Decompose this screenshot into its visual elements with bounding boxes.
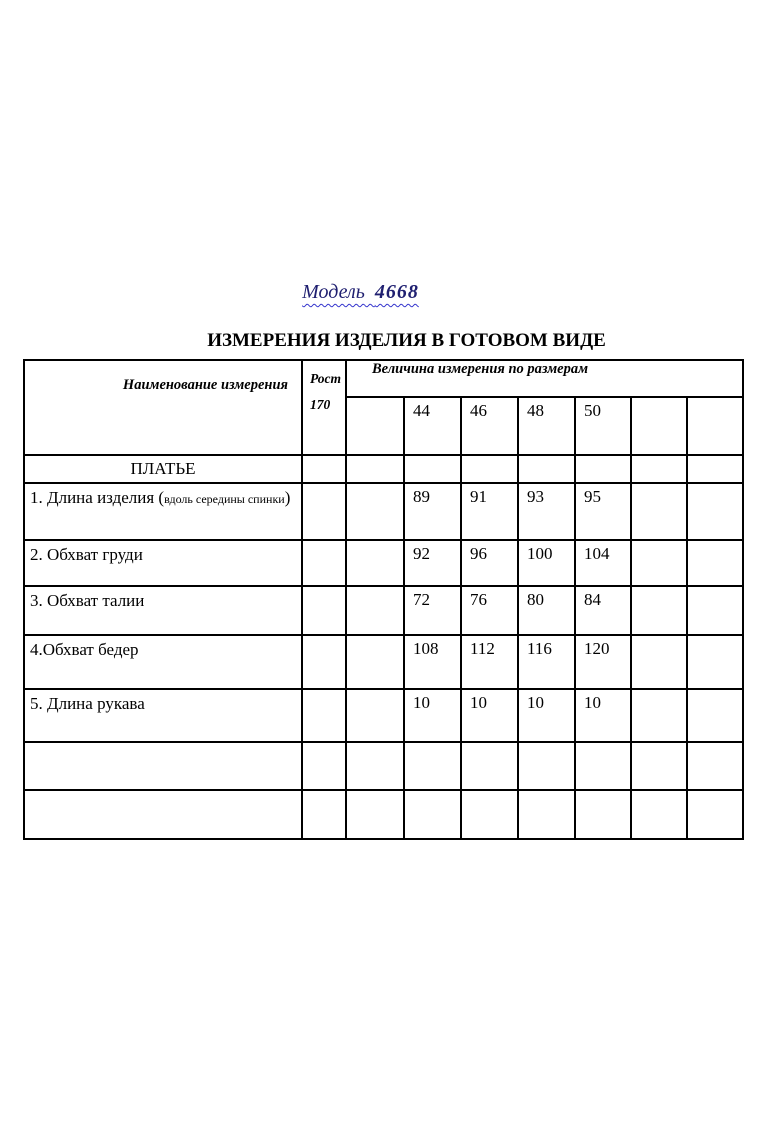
empty-cell (631, 689, 687, 742)
empty-cell (631, 540, 687, 586)
row-label-cell: 3. Обхват талии (24, 586, 302, 635)
empty-cell (346, 540, 404, 586)
row-label-suffix: ) (284, 488, 291, 507)
value-cell: 116 (518, 635, 575, 689)
height-value: 170 (310, 397, 331, 412)
value-cell: 84 (575, 586, 631, 635)
empty-cell (518, 790, 575, 839)
empty-cell (687, 540, 743, 586)
empty-cell (346, 483, 404, 540)
model-title-line (23, 280, 742, 304)
empty-cell (404, 790, 461, 839)
empty-cell (346, 586, 404, 635)
empty-cell (687, 689, 743, 742)
empty-cell (404, 742, 461, 790)
empty-cell (631, 483, 687, 540)
value-cell: 76 (461, 586, 518, 635)
measurement-row (24, 586, 743, 635)
header-sizes-title-cell: Величина измерения по размерам (346, 360, 743, 397)
empty-cell (461, 790, 518, 839)
measurement-row (24, 689, 743, 742)
size-column-header (346, 397, 404, 455)
size-column-header: 50 (575, 397, 631, 455)
value-cell: 96 (461, 540, 518, 586)
value-cell: 108 (404, 635, 461, 689)
row-label: 1. Длина изделия ( (30, 488, 165, 507)
value-cell: 120 (575, 635, 631, 689)
empty-cell (302, 635, 346, 689)
empty-cell (687, 586, 743, 635)
empty-cell (302, 455, 346, 483)
model-title-label: Модель (302, 281, 365, 303)
value-cell: 100 (518, 540, 575, 586)
size-column-header: 46 (461, 397, 518, 455)
row-label-cell (24, 483, 302, 540)
value-cell: 10 (404, 689, 461, 742)
value-cell: 95 (575, 483, 631, 540)
empty-row (24, 790, 743, 839)
empty-cell (631, 586, 687, 635)
value-cell: 93 (518, 483, 575, 540)
empty-cell (518, 455, 575, 483)
size-column-header: 44 (404, 397, 461, 455)
row-label-cell: 5. Длина рукава (24, 689, 302, 742)
empty-cell (687, 790, 743, 839)
empty-row (24, 742, 743, 790)
model-title-number: 4668 (374, 281, 419, 303)
row-label-cell: 4.Обхват бедер (24, 635, 302, 689)
value-cell: 80 (518, 586, 575, 635)
empty-cell (302, 742, 346, 790)
empty-cell (302, 689, 346, 742)
measurement-row (24, 635, 743, 689)
height-label: Рост (310, 371, 342, 386)
empty-cell (687, 742, 743, 790)
model-title (302, 281, 419, 303)
empty-cell (24, 742, 302, 790)
row-label-note: вдоль середины спинки (164, 492, 285, 506)
empty-cell (631, 455, 687, 483)
empty-cell (687, 635, 743, 689)
header-name-cell: Наименование измерения (24, 360, 302, 455)
empty-cell (575, 455, 631, 483)
value-cell: 104 (575, 540, 631, 586)
header-height-cell (302, 360, 346, 455)
empty-cell (346, 455, 404, 483)
empty-cell (687, 455, 743, 483)
value-cell: 92 (404, 540, 461, 586)
value-cell: 10 (518, 689, 575, 742)
measurement-row (24, 540, 743, 586)
section-heading-line (23, 329, 742, 352)
empty-cell (302, 540, 346, 586)
value-cell: 10 (461, 689, 518, 742)
empty-cell (346, 635, 404, 689)
empty-cell (575, 790, 631, 839)
value-cell: 91 (461, 483, 518, 540)
section-heading: ИЗМЕРЕНИЯ ИЗДЕЛИЯ В ГОТОВОМ ВИДЕ (207, 330, 606, 351)
size-column-header (631, 397, 687, 455)
empty-cell (24, 790, 302, 839)
empty-cell (518, 742, 575, 790)
section-title-cell: ПЛАТЬЕ (24, 455, 302, 483)
empty-cell (302, 483, 346, 540)
empty-cell (631, 790, 687, 839)
empty-cell (631, 742, 687, 790)
value-cell: 89 (404, 483, 461, 540)
empty-cell (404, 455, 461, 483)
header-row-top (24, 360, 743, 397)
value-cell: 72 (404, 586, 461, 635)
empty-cell (631, 635, 687, 689)
measurement-row (24, 483, 743, 540)
empty-cell (302, 586, 346, 635)
empty-cell (346, 742, 404, 790)
row-label-cell: 2. Обхват груди (24, 540, 302, 586)
value-cell: 112 (461, 635, 518, 689)
section-row (24, 455, 743, 483)
measurement-table (23, 359, 744, 840)
empty-cell (346, 689, 404, 742)
empty-cell (575, 742, 631, 790)
empty-cell (346, 790, 404, 839)
size-column-header (687, 397, 743, 455)
empty-cell (302, 790, 346, 839)
value-cell: 10 (575, 689, 631, 742)
empty-cell (461, 742, 518, 790)
empty-cell (461, 455, 518, 483)
empty-cell (687, 483, 743, 540)
size-column-header: 48 (518, 397, 575, 455)
